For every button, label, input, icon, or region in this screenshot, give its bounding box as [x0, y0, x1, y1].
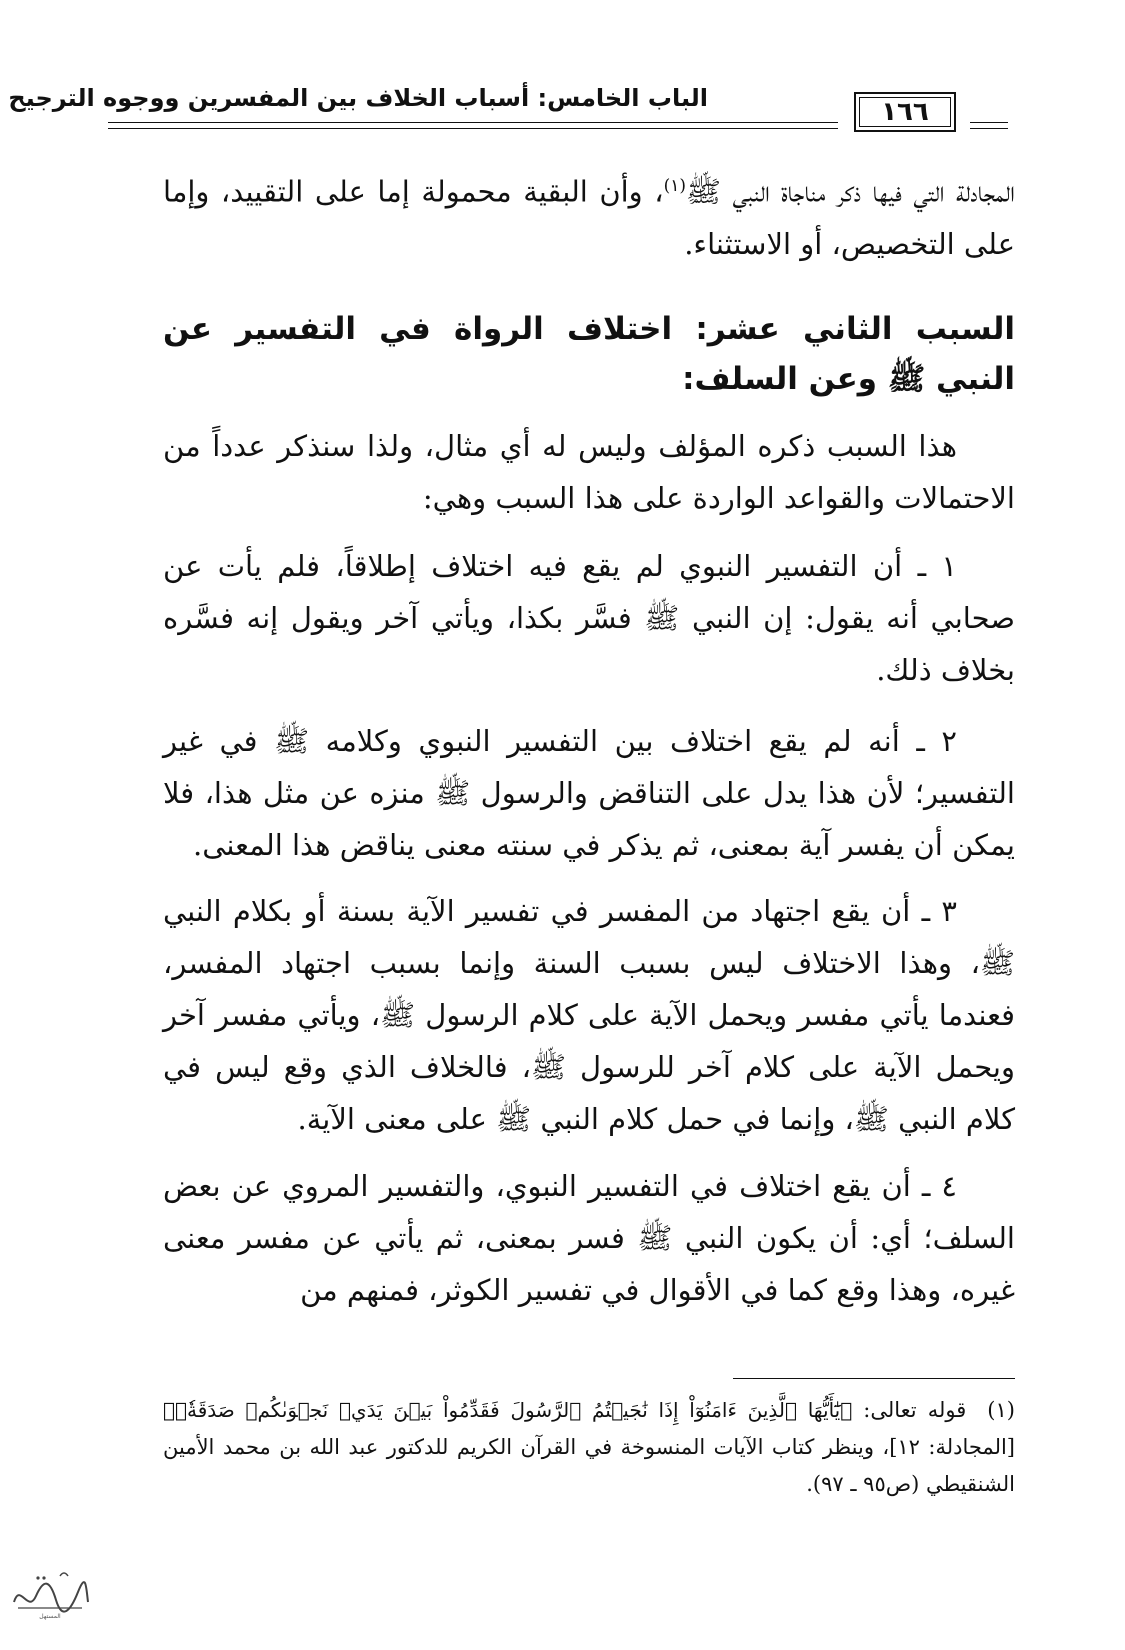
footnote-lead: قوله تعالى:: [863, 1398, 967, 1422]
page-number: ١٦٦: [881, 97, 929, 127]
continuation-text-part1: المجادلة التي فيها ذكر مناجاة النبي ﷺ: [685, 174, 1015, 209]
header-rule-right-top: [970, 122, 1008, 123]
watermark-text: المستهل: [39, 1613, 61, 1620]
continuation-text-part2: ، وأن البقية محمولة إما على التقييد، وإما على التخصيص، أو الاستثناء.: [163, 174, 1015, 261]
running-header: [8, 78, 1008, 138]
section-heading: السبب الثاني عشر: اختلاف الرواة في التفسير عن النبي ﷺ وعن السلف:: [163, 311, 1015, 397]
footnote: [163, 1392, 1015, 1503]
footnote-number: (١): [987, 1398, 1015, 1422]
header-rule-right-bottom: [970, 128, 1008, 129]
header-rule-bottom: [108, 128, 838, 129]
watermark-logo: [8, 1562, 92, 1622]
footnote-reference: [المجادلة: ١٢]، وينظر كتاب الآيات المنسوخة في القرآن الكريم للدكتور عبد الله بن محمد الأمين الشنقيطي (ص٩٥ ـ ٩٧).: [163, 1435, 1015, 1496]
chapter-title: الباب الخامس: أسباب الخلاف بين المفسرين ووجوه الترجيح: [8, 84, 708, 112]
section-heading-block: [163, 304, 1015, 404]
item-4: ٤ ـ أن يقع اختلاف في التفسير النبوي، والتفسير المروي عن بعض السلف؛ أي: أن يكون النبي ﷺ فسر بمعنى، ثم يأتي عن مفسر معنى غيره، وهذا وقع كما في الأقوال في تفسير الكوثر، فمنهم من: [163, 1169, 1015, 1307]
intro-block: [163, 420, 1015, 524]
item-4-block: [163, 1160, 1015, 1316]
item-2: ٢ ـ أنه لم يقع اختلاف بين التفسير النبوي وكلامه ﷺ في غير التفسير؛ لأن هذا يدل على التناقض والرسول ﷺ منزه عن مثل هذا، فلا يمكن أن يفسر آية بمعنى، ثم يذكر في سنته معنى يناقض هذا المعنى.: [163, 724, 1015, 862]
item-1: ١ ـ أن التفسير النبوي لم يقع فيه اختلاف إطلاقاً، فلم يأت عن صحابي أنه يقول: إن النبي ﷺ فسَّر بكذا، ويأتي آخر ويقول إنه فسَّره بخلاف ذلك.: [163, 549, 1015, 687]
item-3: ٣ ـ أن يقع اجتهاد من المفسر في تفسير الآية بسنة أو بكلام النبي ﷺ، وهذا الاختلاف ليس بسبب السنة وإنما بسبب اجتهاد المفسر، فعندما يأتي مفسر ويحمل الآية على كلام الرسول ﷺ، ويأتي مفسر آخر ويحمل الآية على كلام آخر للرسول ﷺ، فالخلاف الذي وقع ليس في كلام النبي ﷺ، وإنما في حمل كلام النبي ﷺ على معنى الآية.: [163, 894, 1015, 1136]
page-number-box: [854, 92, 956, 132]
continuation-text: [163, 160, 1015, 270]
footnote-marker: (١): [663, 176, 686, 196]
item-3-block: [163, 885, 1015, 1145]
footnote-separator: [733, 1378, 1015, 1379]
item-1-block: [163, 540, 1015, 696]
intro-paragraph: هذا السبب ذكره المؤلف وليس له أي مثال، ولذا سنذكر عدداً من الاحتمالات والقواعد الواردة على هذا السبب وهي:: [163, 429, 1015, 515]
header-rule-top: [108, 122, 838, 123]
footnote-verse: ﴿يَٰٓأَيُّهَا ٱلَّذِينَ ءَامَنُوٓاْ إِذَا نَٰجَيۡتُمُ ٱلرَّسُولَ فَقَدِّمُواْ بَيۡنَ يَدَيۡ نَجۡوَىٰكُمۡ صَدَقَةٗۚ﴾: [163, 1398, 853, 1422]
paragraph-continuation: [163, 160, 1015, 270]
item-2-block: [163, 715, 1015, 871]
